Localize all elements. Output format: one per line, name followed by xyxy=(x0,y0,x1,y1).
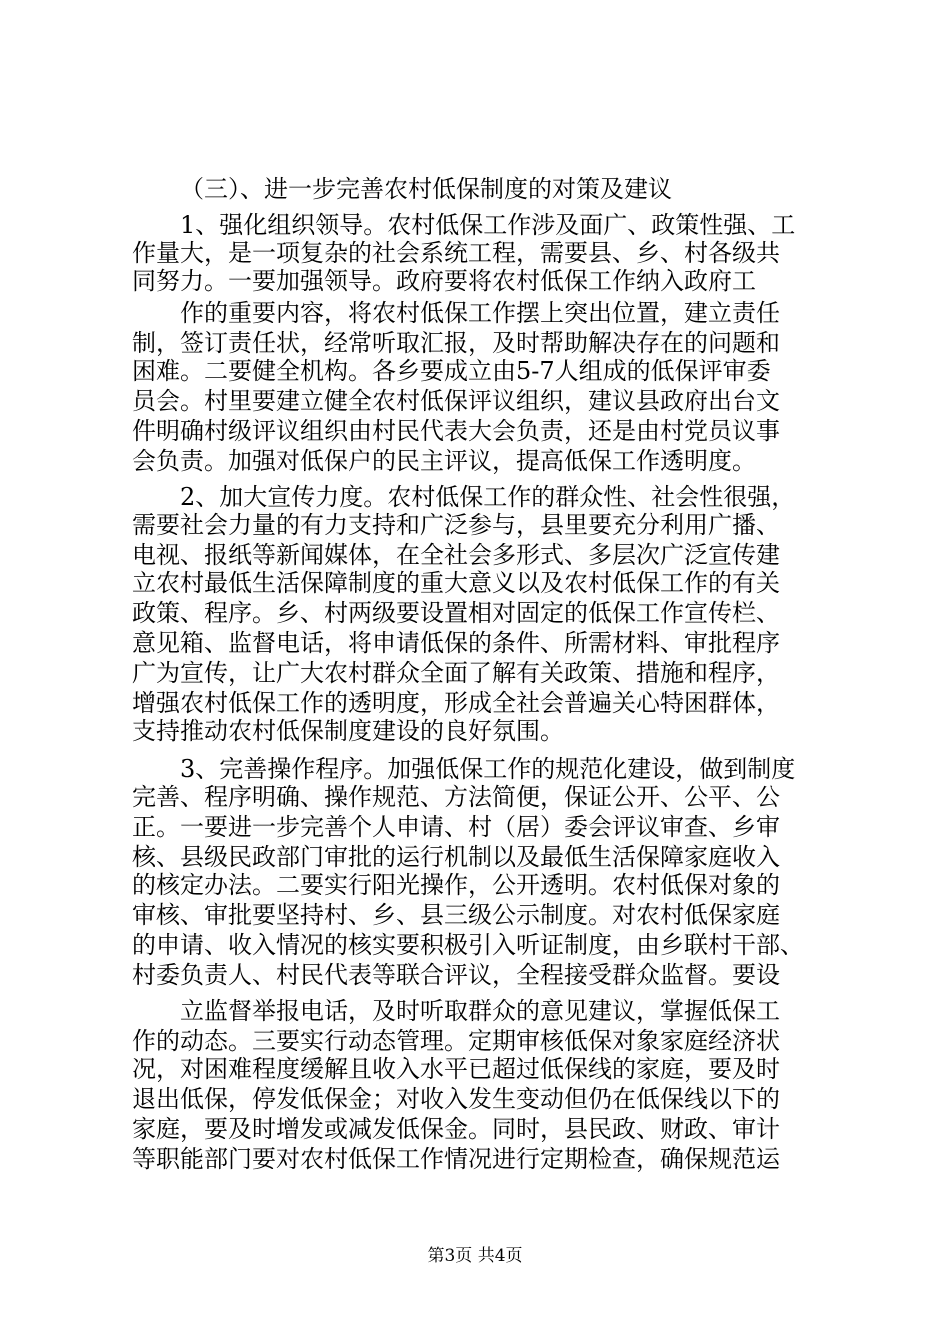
paragraph-line: 2、加大宣传力度。农村低保工作的群众性、社会性很强， xyxy=(180,483,796,511)
paragraph-line: 支持推动农村低保制度建设的良好氛围。 xyxy=(132,717,564,745)
paragraph-line: 的申请、收入情况的核实要积极引入听证制度，由乡联村干部、 xyxy=(132,931,804,959)
paragraph-line: 立监督举报电话，及时听取群众的意见建议，掌握低保工 xyxy=(180,997,780,1025)
paragraph-line: 作的重要内容，将农村低保工作摆上突出位置，建立责任 xyxy=(180,299,780,327)
paragraph-line: 同努力。一要加强领导。政府要将农村低保工作纳入政府工 xyxy=(132,267,756,295)
paragraph-line: 增强农村低保工作的透明度，形成全社会普遍关心特困群体， xyxy=(132,689,780,717)
paragraph-line: 的核定办法。二要实行阳光操作，公开透明。农村低保对象的 xyxy=(132,871,780,899)
paragraph-line: 作量大，是一项复杂的社会系统工程，需要县、乡、村各级共 xyxy=(132,239,780,267)
paragraph-line: 电视、报纸等新闻媒体，在全社会多形式、多层次广泛宣传建 xyxy=(132,541,780,569)
paragraph-line: 政策、程序。乡、村两级要设置相对固定的低保工作宣传栏、 xyxy=(132,599,780,627)
paragraph-line: 核、县级民政部门审批的运行机制以及最低生活保障家庭收入 xyxy=(132,843,780,871)
paragraph-line: 立农村最低生活保障制度的重大意义以及农村低保工作的有关 xyxy=(132,569,780,597)
paragraph-line: 况，对困难程度缓解且收入水平已超过低保线的家庭，要及时 xyxy=(132,1055,780,1083)
paragraph-line: 件明确村级评议组织由村民代表大会负责，还是由村党员议事 xyxy=(132,417,780,445)
paragraph-line: 等职能部门要对农村低保工作情况进行定期检查，确保规范运 xyxy=(132,1145,780,1173)
paragraph-line: 困难。二要健全机构。各乡要成立由5-7人组成的低保评审委 xyxy=(132,357,771,385)
paragraph-line: 作的动态。三要实行动态管理。定期审核低保对象家庭经济状 xyxy=(132,1027,780,1055)
paragraph-line: 正。一要进一步完善个人申请、村（居）委会评议审查、乡审 xyxy=(132,813,780,841)
paragraph-line: 1、强化组织领导。农村低保工作涉及面广、政策性强、工 xyxy=(180,211,796,239)
paragraph-line: 家庭，要及时增发或减发低保金。同时，县民政、财政、审计 xyxy=(132,1115,780,1143)
paragraph-line: 审核、审批要坚持村、乡、县三级公示制度。对农村低保家庭 xyxy=(132,901,780,929)
paragraph-line: 村委负责人、村民代表等联合评议，全程接受群众监督。要设 xyxy=(132,961,780,989)
section-heading: （三）、进一步完善农村低保制度的对策及建议 xyxy=(180,175,672,203)
paragraph-line: 广为宣传，让广大农村群众全面了解有关政策、措施和程序， xyxy=(132,659,780,687)
paragraph-line: 完善、程序明确、操作规范、方法简便，保证公开、公平、公 xyxy=(132,783,780,811)
paragraph-line: 意见箱、监督电话，将申请低保的条件、所需材料、审批程序 xyxy=(132,629,780,657)
paragraph-line: 退出低保，停发低保金；对收入发生变动但仍在低保线以下的 xyxy=(132,1085,780,1113)
paragraph-line: 会负责。加强对低保户的民主评议，提高低保工作透明度。 xyxy=(132,447,756,475)
page-number-footer: 第3页 共4页 xyxy=(427,1246,523,1266)
paragraph-line: 员会。村里要建立健全农村低保评议组织，建议县政府出台文 xyxy=(132,387,780,415)
paragraph-line: 制，签订责任状，经常听取汇报，及时帮助解决存在的问题和 xyxy=(132,329,780,357)
paragraph-line: 3、完善操作程序。加强低保工作的规范化建设，做到制度 xyxy=(180,755,796,783)
paragraph-line: 需要社会力量的有力支持和广泛参与，县里要充分利用广播、 xyxy=(132,511,780,539)
